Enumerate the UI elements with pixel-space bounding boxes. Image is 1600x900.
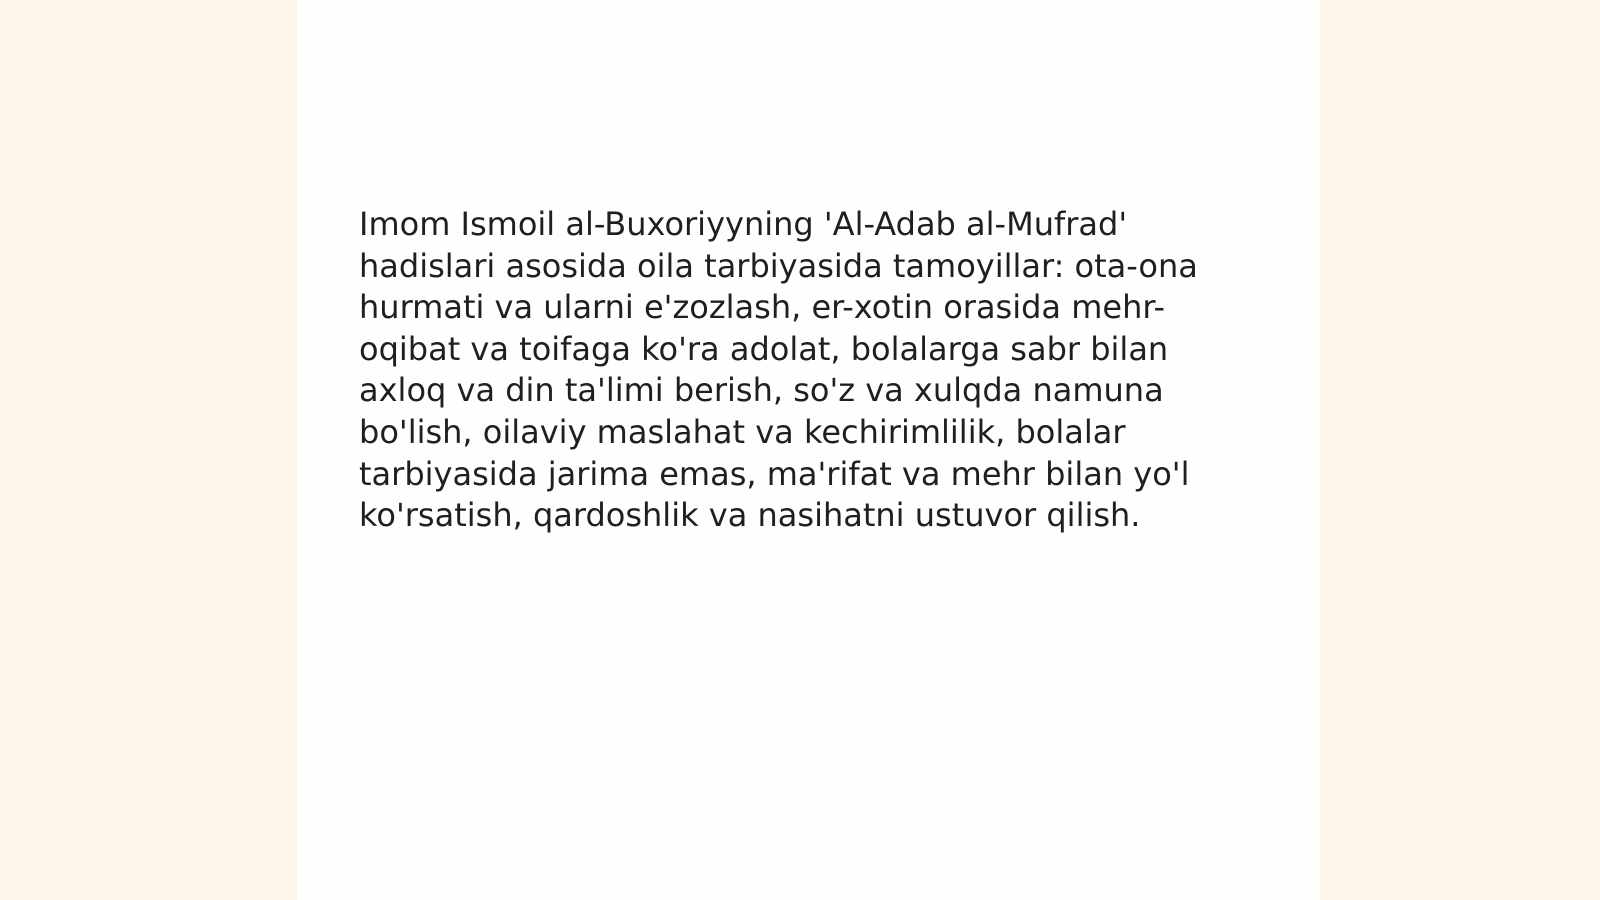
right-margin-panel: [1320, 0, 1600, 900]
document-page: [297, 0, 1320, 900]
body-paragraph: [359, 204, 1239, 537]
body-line-7: tarbiyasida jarima emas, ma'rifat va mehr bilan yo'l: [359, 454, 1190, 493]
body-line-1: Imom Ismoil al-Buxoriyyning 'Al-Adab al-Mufrad': [359, 205, 1128, 243]
body-line-6: bo'lish, oilaviy maslahat va kechirimlilik, bolalar: [359, 412, 1126, 451]
body-line-8: ko'rsatish, qardoshlik va nasihatni ustuvor qilish.: [359, 496, 1141, 535]
body-line-5: axloq va din ta'limi berish, so'z va xulqda namuna: [359, 371, 1164, 410]
body-line-3: hurmati va ularni e'zozlash, er-xotin orasida mehr-: [359, 288, 1165, 327]
body-line-4: oqibat va toifaga ko'ra adolat, bolalarga sabr bilan: [359, 329, 1169, 368]
body-line-2: hadislari asosida oila tarbiyasida tamoyillar: ota-ona: [359, 246, 1198, 285]
left-margin-panel: [0, 0, 297, 900]
